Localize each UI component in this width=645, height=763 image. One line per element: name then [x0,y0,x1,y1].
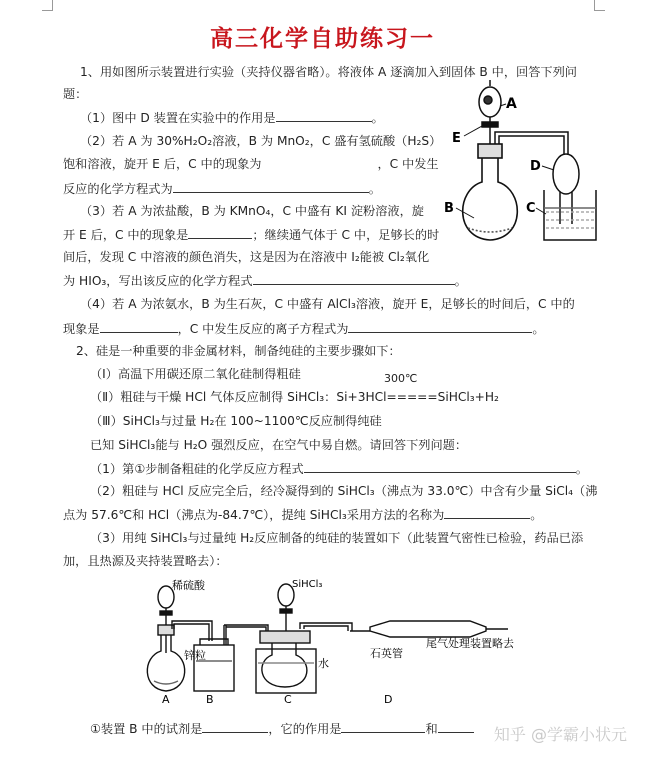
label-d: D [530,159,541,174]
round-bottom-flask [463,144,518,240]
q2-stem: 2、硅是一种重要的非金属材料，制备纯硅的主要步骤如下： [76,344,401,358]
separatory-funnel [479,80,501,150]
apparatus-figure-2 [140,575,550,705]
q2-reaction-temp: 300℃ [384,372,418,385]
answer-blank[interactable] [100,320,178,333]
label-zinc: 锌粒 [184,649,206,662]
label-b: B [444,201,454,216]
answer-blank[interactable] [188,226,252,239]
q2-part3-line1: （3）用纯 SiHCl₃与过量纯 H₂反应制备的纯硅的装置如下（此装置气密性已检验，药品已添 [90,531,584,545]
answer-blank[interactable] [341,720,425,733]
label-quartz-tube: 石英管 [370,647,403,660]
q2-part1: （1）第①步制备粗硅的化学反应方程式 。 [90,462,588,476]
label-d: D [384,693,393,705]
q1-stem-line2: 题： [63,87,88,101]
label-tail-gas: 尾气处理装置略去 [426,637,514,650]
q1-part2-line3: 反应的化学方程式为 。 [63,182,381,196]
q1-part3-line3: 间后，发现 C 中溶液的颜色消失，这是因为在溶液中 I₂能被 Cl₂氧化 [63,250,430,264]
q2-step2: （Ⅱ）粗硅与干燥 HCl 气体反应制得 SiHCl₃：Si+3HCl=====SiHCl₃+H₂ [90,390,499,404]
label-e: E [452,131,461,146]
label-c: C [284,693,292,705]
label-a: A [506,96,517,112]
beaker [544,190,596,240]
corner-mark [42,0,53,11]
q2-step1: （Ⅰ）高温下用碳还原二氧化硅制得粗硅 [90,367,301,381]
q2-step3: （Ⅲ）SiHCl₃与过量 H₂在 100~1100℃反应制得纯硅 [90,414,382,428]
label-dilute-acid: 稀硫酸 [172,579,205,592]
q1-part4-line1: （4）若 A 为浓氨水，B 为生石灰，C 中盛有 AlCl₃溶液，旋开 E，足够长的时间后，C 中的 [80,297,575,311]
label-b: B [206,693,214,705]
q2-known: 已知 SiHCl₃能与 H₂O 强烈反应，在空气中易自燃。请回答下列问题： [90,438,468,452]
label-a: A [162,693,170,705]
answer-blank[interactable] [276,109,372,122]
q1-stem-line1: 1、用如图所示装置进行实验（夹持仪器省略）。将液体 A 逐滴加入到固体 B 中，回答下列问 [80,65,577,79]
answer-blank[interactable] [173,180,369,193]
answer-blank[interactable] [444,506,530,519]
q2-part3-line2: 加，且热源及夹持装置略去）： [63,554,228,568]
label-water: 水 [318,657,329,670]
answer-blank[interactable] [253,272,455,285]
q1-part3-line2: 开 E 后，C 中的现象是 ；继续通气体于 C 中，足够长的时 [63,228,440,242]
q2-part2-line2: 点为 57.6℃和 HCl（沸点为-84.7℃），提纯 SiHCl₃采用方法的名称为 。 [63,508,543,522]
q2-last-line: ①装置 B 中的试剂是 ，它的作用是 和 [90,720,474,737]
answer-blank[interactable] [348,320,532,333]
answer-space[interactable] [261,156,377,168]
answer-blank[interactable] [438,720,474,733]
apparatus-figure-1 [440,78,612,250]
q1-part4-line2: 现象是 ，C 中发生反应的离子方程式为 。 [63,322,545,336]
label-c: C [526,201,536,216]
watermark: 知乎 @学霸小状元 [493,725,627,744]
label-sihcl3: SiHCl₃ [292,579,323,590]
q1-part2-line2: 饱和溶液，旋开 E 后，C 中的现象为 ，C 中发生 [63,157,439,171]
q1-part2-line1: （2）若 A 为 30%H₂O₂溶液，B 为 MnO₂，C 盛有氢硫酸（H₂S） [80,134,442,148]
page-title: 高三化学自助练习一 [210,26,435,52]
q1-part1: （1）图中 D 装置在实验中的作用是 。 [80,111,384,125]
q1-part3-line4: 为 HIO₃，写出该反应的化学方程式 。 [63,274,467,288]
answer-blank[interactable] [202,720,268,733]
q1-part3-line1: （3）若 A 为浓盐酸，B 为 KMnO₄，C 中盛有 KI 淀粉溶液，旋 [80,204,424,218]
drying-bulb [553,154,579,224]
corner-mark [594,0,605,11]
answer-blank[interactable] [304,460,576,473]
q2-part2-line1: （2）粗硅与 HCl 反应完全后，经冷凝得到的 SiHCl₃（沸点为 33.0℃）中含有少量 SiCl₄（沸 [90,484,598,498]
